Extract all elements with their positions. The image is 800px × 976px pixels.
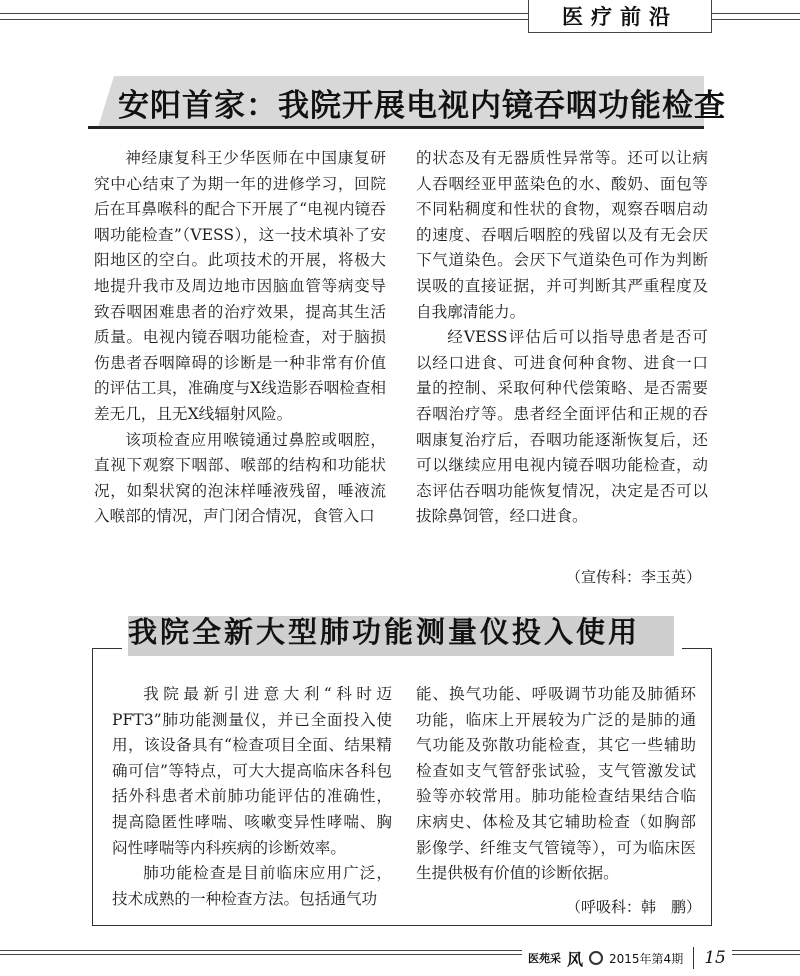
article1-col2-paragraph: 的状态及有无器质性异常等。还可以让病人吞咽经亚甲蓝染色的水、酸奶、面包等不同粘稠度和性状的食物，观察吞咽启动的速度、吞咽后咽腔的残留以及有无会厌下气道染色。会厌下气道染色可作为判断误吸的直接证据，并可判断其严重程度及自我廓清能力。 [416,149,708,321]
article1-col1-paragraph: 神经康复科王少华医师在中国康复研究中心结束了为期一年的进修学习，回院后在耳鼻喉科的配合下开展了“电视内镜吞咽功能检查”（VESS），这一技术填补了安阳地区的空白。此项技术的开展，将极大地提升我市及周边地市因脑血管等病变导致吞咽困难患者的治疗效果，提高其生活质量。电视内镜吞咽功能检查，对于脑损伤患者吞咽障碍的诊断是一种非常有价值的评估工具，准确度与X线造影吞咽检查相差无几，且无X线辐射风险。 [94,149,386,423]
article2-col1-paragraph: 我院最新引进意大利“科时迈PFT3”肺功能测量仪，并已全面投入使用，该设备具有“检查项目全面、结果精确可信”等特点，可大大提高临床各科包括外科患者术前肺功能评估的准确性，提高隐匿性哮喘、咳嗽变异性哮喘、胸闷性哮喘等内科疾病的诊断效率。 [112,685,392,857]
seal-icon [589,951,603,965]
footer-divider [693,947,694,969]
article1-signature: （宣传科：李玉英） [566,568,702,586]
article2-signature: （呼吸科：韩 鹏） [566,898,702,916]
article1-column-1 [94,146,386,530]
header-rule-right [708,13,800,20]
article1-title: 安阳首家：我院开展电视内镜吞咽功能检查 [118,88,726,124]
article1-column-2 [416,146,708,530]
magazine-logo-feng: 风 [567,949,584,969]
footer [522,946,732,970]
article1-col2-paragraph: 经VESS评估后可以指导患者是否可以经口进食、可进食何种食物、进食一口量的控制、采取何种代偿策略、是否需要吞咽治疗等。患者经全面评估和正规的吞咽康复治疗后，吞咽功能逐渐恢复后，还可以继续应用电视内镜吞咽功能检查，动态评估吞咽功能恢复情况，决定是否可以拔除鼻饲管，经口进食。 [416,328,708,526]
page-number: 15 [704,948,726,968]
article1-col1-paragraph: 该项检查应用喉镜通过鼻腔或咽腔，直视下观察下咽部、喉部的结构和功能状况，如梨状窝的泡沫样唾液残留，唾液流入喉部的情况，声门闭合情况，食管入口 [94,430,386,526]
article2-col2-paragraph: 能、换气功能、呼吸调节功能及肺循环功能，临床上开展较为广泛的是肺的通气功能及弥散功能检查，其它一些辅助检查如支气管舒张试验，支气管激发试验等亦较常用。肺功能检查结果结合临床病史、体检及其它辅助检查（如胸部影像学、纤维支气管镜等），可为临床医生提供极有价值的诊断依据。 [416,685,696,883]
article2-title: 我院全新大型肺功能测量仪投入使用 [128,615,641,649]
section-label: 医疗前沿 [528,0,712,33]
article2-col1-paragraph: 肺功能检查是目前临床应用广泛，技术成熟的一种检查方法。包括通气功 [112,864,392,908]
magazine-name: 医苑采 [528,952,561,965]
header-rule-left [0,13,530,20]
issue-label: 2015年第4期 [609,951,684,966]
article2-column-1 [112,682,392,912]
article2-column-2 [416,682,696,887]
